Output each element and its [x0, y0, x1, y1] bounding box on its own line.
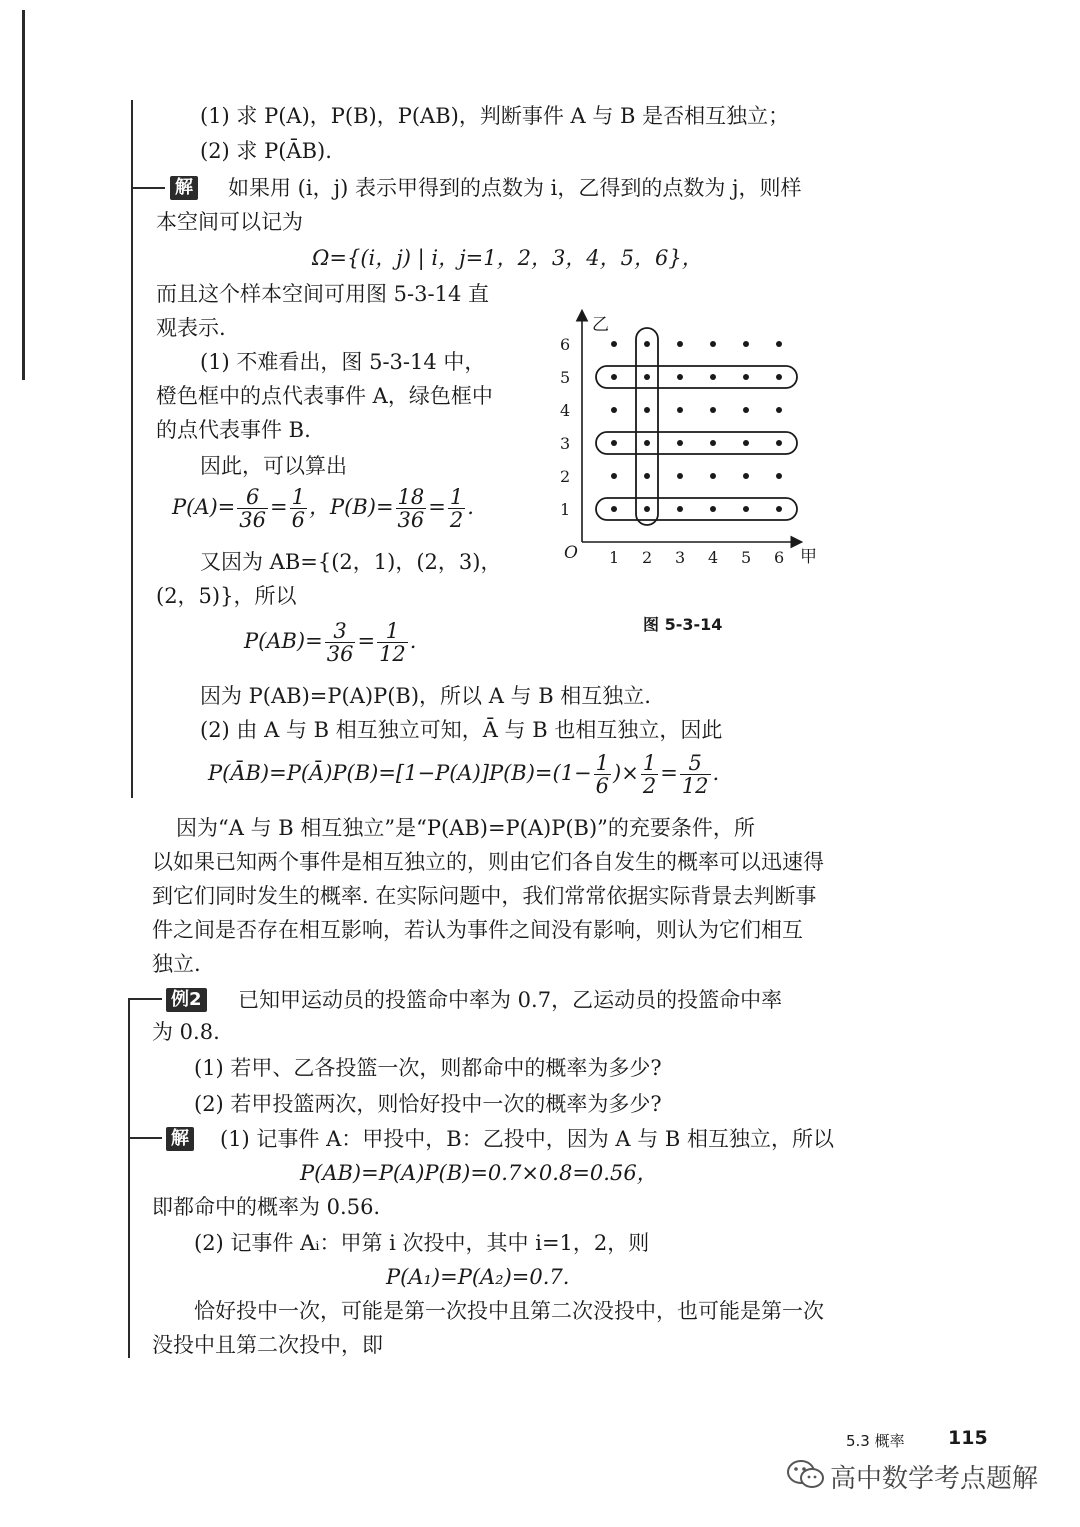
x-tick-label: 1	[609, 548, 620, 567]
sample-point	[743, 506, 749, 512]
sample-point	[611, 407, 617, 413]
fraction-3-36	[325, 620, 356, 665]
sample-point	[677, 407, 683, 413]
solution2-line1: (1) 记事件 A：甲投中，B：乙投中，因为 A 与 B 相互独立，所以	[220, 1127, 834, 1151]
sample-point	[776, 341, 782, 347]
solution1-line3: 而且这个样本空间可用图 5-3-14 直	[156, 282, 489, 306]
solution-tag: 解	[166, 1127, 194, 1151]
y-axis-label: 乙	[592, 315, 609, 335]
x-axis-label: 甲	[800, 547, 817, 567]
equals-sign: =	[270, 495, 288, 519]
fraction-denominator: 12	[681, 774, 709, 798]
sample-point	[743, 341, 749, 347]
x-tick-label: 6	[774, 548, 785, 567]
solution1-line11: 因为 P(AB)=P(A)P(B)，所以 A 与 B 相互独立.	[200, 684, 651, 708]
fraction-denominator: 6	[595, 774, 610, 798]
fraction-1-6	[290, 486, 307, 531]
solution1-line7: 的点代表事件 B.	[156, 418, 311, 442]
solution1-line4: 观表示.	[156, 316, 226, 340]
example2-bracket-tick	[128, 998, 162, 1000]
sample-point	[743, 473, 749, 479]
y-tick-label: 3	[560, 434, 571, 453]
example2-line2: 为 0.8.	[152, 1020, 220, 1044]
sample-point	[677, 506, 683, 512]
solution2-formula1: P(AB)=P(A)P(B)=0.7×0.8=0.56，	[300, 1161, 658, 1185]
paragraph-line2: 以如果已知两个事件是相互独立的，则由它们各自发生的概率可以迅速得	[152, 850, 824, 874]
example-tag: 例2	[166, 988, 207, 1012]
sample-point	[644, 407, 650, 413]
sample-point	[776, 440, 782, 446]
period: .	[712, 761, 720, 785]
event-a-ring	[636, 328, 658, 525]
y-tick-label: 4	[560, 401, 571, 420]
paragraph-line3: 到它们同时发生的概率. 在实际问题中，我们常常依据实际背景去判断事	[152, 884, 817, 908]
solution2-line7: 没投中且第二次投中，即	[152, 1333, 383, 1357]
x-tick-label: 5	[741, 548, 752, 567]
solution2-formula2: P(A₁)=P(A₂)=0.7.	[386, 1265, 570, 1289]
sample-point	[677, 440, 683, 446]
solution1-line8: 因此，可以算出	[200, 454, 347, 478]
example2-question2: (2) 若甲投篮两次，则恰好投中一次的概率为多少?	[194, 1092, 662, 1116]
event-b-ring	[596, 498, 797, 520]
equals-sign: =	[428, 495, 446, 519]
sample-point	[611, 440, 617, 446]
paragraph-line1: 因为“A 与 B 相互独立”是“P(AB)=P(A)P(B)”的充要条件，所	[176, 816, 755, 840]
pa-label: P(A)=	[172, 495, 236, 519]
solution-tag: 解	[170, 176, 198, 200]
origin-label: O	[564, 543, 578, 563]
figure-caption: 图 5-3-14	[643, 615, 723, 634]
y-tick-label: 2	[560, 467, 571, 486]
sample-point	[644, 374, 650, 380]
sample-point	[710, 506, 716, 512]
event-b-ring	[596, 366, 797, 388]
sample-point	[743, 407, 749, 413]
fraction-denominator: 6	[291, 508, 305, 532]
fraction-6-36	[237, 486, 268, 531]
sample-point	[677, 374, 683, 380]
wechat-icon	[786, 1458, 826, 1492]
fraction-1-2	[448, 486, 465, 531]
sample-point	[611, 473, 617, 479]
x-tick-label: 3	[675, 548, 686, 567]
period: .	[409, 629, 417, 653]
page-number: 115	[948, 1427, 988, 1449]
left-margin-rule	[22, 10, 25, 380]
fraction-18-36	[396, 486, 427, 531]
fraction-denominator: 2	[449, 508, 464, 532]
sample-point	[611, 506, 617, 512]
solution1-line9: 又因为 AB={(2，1)，(2，3)，	[200, 550, 502, 574]
final-formula-part-b: )×	[613, 761, 639, 785]
sample-point	[677, 473, 683, 479]
paragraph-line4: 件之间是否存在相互影响，若认为事件之间没有影响，则认为它们相互	[152, 918, 803, 942]
solution1-line12: (2) 由 A 与 B 相互独立可知，Ā 与 B 也相互独立，因此	[200, 718, 723, 742]
solution1-line10: (2，5)}，所以	[156, 584, 297, 608]
fraction-numerator: 6	[237, 486, 268, 509]
sample-point	[677, 341, 683, 347]
y-tick-label: 6	[560, 335, 571, 354]
watermark-text: 高中数学考点题解	[830, 1464, 1039, 1494]
question-2: (2) 求 P(ĀB).	[200, 139, 332, 163]
fraction-1-12	[377, 620, 408, 665]
solution1-line1: 如果用 (i，j) 表示甲得到的点数为 i，乙得到的点数为 j，则样	[228, 176, 802, 200]
solution2-line4: (2) 记事件 Aᵢ：甲第 i 次投中，其中 i=1，2，则	[194, 1231, 650, 1255]
solution2-bracket-tick	[128, 1137, 162, 1139]
equals-sign: =	[357, 629, 376, 653]
fraction-denominator: 36	[397, 508, 425, 532]
sample-space-formula: Ω={(i，j) | i，j=1，2，3，4，5，6}，	[312, 246, 703, 270]
sample-point	[710, 407, 716, 413]
fraction-numerator: 1	[291, 485, 305, 509]
example2-line1: 已知甲运动员的投篮命中率为 0.7，乙运动员的投篮命中率	[238, 988, 783, 1012]
solution1-line5: (1) 不难看出，图 5-3-14 中，	[200, 350, 486, 374]
period: .	[467, 495, 474, 519]
solution1-line6: 橙色框中的点代表事件 A，绿色框中	[156, 384, 493, 408]
footer-section: 5.3 概率	[846, 1432, 905, 1450]
final-formula	[208, 752, 719, 797]
fraction-numerator: 1	[449, 485, 464, 509]
sample-point	[611, 341, 617, 347]
fraction-numerator: 3	[325, 620, 356, 643]
fraction-1-6	[594, 752, 611, 797]
final-formula-part-a: P(ĀB)=P(Ā)P(B)=[1−P(A)]P(B)=(1−	[208, 761, 592, 785]
pb-label: ，P(B)=	[309, 495, 394, 519]
example2-question1: (1) 若甲、乙各投篮一次，则都命中的概率为多少?	[194, 1056, 662, 1080]
fraction-numerator: 18	[397, 485, 425, 509]
sample-space-figure	[548, 300, 848, 585]
x-tick-label: 2	[642, 548, 653, 567]
fraction-denominator: 2	[642, 774, 657, 798]
sample-point	[710, 473, 716, 479]
fraction-5-12	[680, 752, 711, 797]
solution2-line3: 即都命中的概率为 0.56.	[152, 1195, 381, 1219]
sample-point	[776, 374, 782, 380]
fraction-denominator: 12	[379, 642, 406, 666]
event-b-ring	[596, 432, 797, 454]
solution1-bracket-tick	[131, 187, 165, 189]
example2-bracket	[128, 998, 130, 1358]
sample-point	[710, 341, 716, 347]
solution1-line2: 本空间可以记为	[156, 210, 303, 234]
paragraph-line5: 独立.	[152, 952, 201, 976]
sample-point	[743, 374, 749, 380]
y-tick-label: 1	[560, 500, 571, 519]
fraction-denominator: 36	[239, 508, 267, 532]
pab-label: P(AB)=	[244, 629, 323, 653]
x-tick-label: 4	[708, 548, 719, 567]
sample-point	[776, 473, 782, 479]
sample-point	[776, 506, 782, 512]
sample-point	[710, 374, 716, 380]
probability-formula-ab	[244, 620, 416, 665]
sample-point	[743, 440, 749, 446]
fraction-numerator: 5	[680, 752, 711, 775]
fraction-numerator: 1	[642, 751, 657, 775]
y-tick-label: 5	[560, 368, 571, 387]
equals-sign: =	[660, 761, 678, 785]
sample-point	[710, 440, 716, 446]
solution1-bracket	[131, 100, 133, 798]
sample-point	[776, 407, 782, 413]
fraction-denominator: 36	[326, 642, 354, 666]
fraction-1-2	[641, 752, 658, 797]
fraction-numerator: 1	[595, 751, 610, 775]
sample-point	[644, 440, 650, 446]
sample-point	[644, 473, 650, 479]
fraction-numerator: 1	[377, 620, 408, 643]
solution2-line6: 恰好投中一次，可能是第一次投中且第二次没投中，也可能是第一次	[194, 1299, 824, 1323]
sample-point	[611, 374, 617, 380]
question-1: (1) 求 P(A)，P(B)，P(AB)，判断事件 A 与 B 是否相互独立；	[200, 104, 790, 128]
sample-point	[644, 341, 650, 347]
sample-point	[644, 506, 650, 512]
probability-formula-a-b	[172, 486, 474, 531]
